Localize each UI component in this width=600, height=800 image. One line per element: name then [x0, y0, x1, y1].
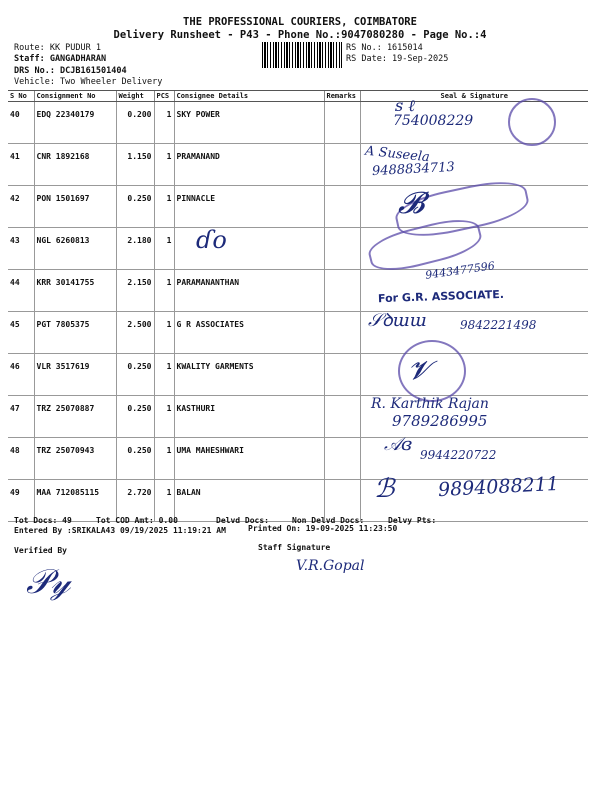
cell-consignee: PARAMANANTHAN	[174, 270, 324, 312]
cell-sno: 48	[8, 438, 34, 480]
cell-consignment: TRZ 25070943	[34, 438, 116, 480]
col-consignment: Consignment No	[34, 91, 116, 102]
col-sno: S No	[8, 91, 34, 102]
signature-scribble: 𝓥	[408, 356, 430, 386]
cell-consignee: PRAMANAND	[174, 144, 324, 186]
staff-label: Staff: GANGADHARAN	[14, 54, 107, 64]
verifier-signature-scribble: 𝒫𝓎	[26, 562, 71, 602]
cell-consignee: BALAN	[174, 480, 324, 522]
cell-sno: 40	[8, 102, 34, 144]
cell-remarks	[324, 312, 360, 354]
signature-scribble: ℬ	[374, 474, 395, 504]
cell-consignee: PINNACLE	[174, 186, 324, 228]
cell-weight: 2.720	[116, 480, 154, 522]
signature-scribble: 𝓑	[398, 186, 425, 221]
printed-on: Printed On: 19-09-2025 11:23:50	[248, 524, 398, 533]
cell-remarks	[324, 396, 360, 438]
cell-signature	[360, 354, 588, 396]
cell-pcs: 1	[154, 480, 174, 522]
cell-sno: 41	[8, 144, 34, 186]
rs-number: RS No.: 1615014	[346, 43, 423, 53]
cell-sno: 46	[8, 354, 34, 396]
verified-by-label: Verified By	[14, 546, 67, 555]
signature-scribble: 𝒮ꝺɯɯ	[368, 310, 427, 331]
staff-signature-handwriting: V.R.Gopal	[296, 558, 365, 574]
col-weight: Weight	[116, 91, 154, 102]
signature-scribble: 𝒜ɞ	[384, 434, 413, 455]
handwritten-phone: 9894088211	[437, 472, 560, 502]
cell-weight: 2.150	[116, 270, 154, 312]
cell-weight: 2.180	[116, 228, 154, 270]
handwritten-phone: 9488834713	[371, 159, 456, 180]
cell-weight: 1.150	[116, 144, 154, 186]
cell-remarks	[324, 102, 360, 144]
table-row	[8, 228, 588, 270]
cell-remarks	[324, 270, 360, 312]
col-remarks: Remarks	[324, 91, 360, 102]
cell-sno: 49	[8, 480, 34, 522]
drs-label: DRS No.: DCJB161501404	[14, 66, 127, 76]
table-row	[8, 354, 588, 396]
cell-sno: 44	[8, 270, 34, 312]
col-consignee: Consignee Details	[174, 91, 324, 102]
cell-consignment: TRZ 25070887	[34, 396, 116, 438]
cell-pcs: 1	[154, 144, 174, 186]
cell-pcs: 1	[154, 438, 174, 480]
table-row	[8, 396, 588, 438]
company-title: THE PROFESSIONAL COURIERS, COIMBATORE	[183, 16, 417, 28]
route-label: Route: KK PUDUR 1	[14, 43, 101, 53]
cell-sno: 45	[8, 312, 34, 354]
cell-consignee: KWALITY GARMENTS	[174, 354, 324, 396]
col-pcs: PCS	[154, 91, 174, 102]
cell-pcs: 1	[154, 312, 174, 354]
runsheet-subtitle: Delivery Runsheet - P43 - Phone No.:9047080280 - Page No.:4	[113, 29, 487, 41]
cell-consignment: PGT 7805375	[34, 312, 116, 354]
cell-consignment: PON 1501697	[34, 186, 116, 228]
signature-scribble: ꜱ ℓ	[395, 96, 415, 115]
cell-weight: 0.250	[116, 438, 154, 480]
handwritten-phone: 754008229	[393, 113, 474, 129]
handwritten-phone: 9789286995	[392, 412, 488, 430]
cell-consignment: MAA 712085115	[34, 480, 116, 522]
cell-weight: 0.250	[116, 396, 154, 438]
barcode	[262, 42, 342, 68]
cell-consignee: KASTHURI	[174, 396, 324, 438]
handwritten-phone: 9944220722	[420, 448, 497, 462]
total-cod-amount: Tot COD Amt: 0.00	[96, 516, 178, 525]
table-header-row	[8, 91, 588, 102]
cell-weight: 2.500	[116, 312, 154, 354]
runsheet-table	[8, 90, 588, 522]
cell-consignment: CNR 1892168	[34, 144, 116, 186]
entered-by: Entered By :SRIKALA43 09/19/2025 11:19:21 AM	[14, 526, 226, 535]
cell-remarks	[324, 228, 360, 270]
cell-pcs: 1	[154, 102, 174, 144]
signature-scribble: ɗo	[196, 226, 227, 254]
handwritten-phone: 9842221498	[460, 318, 537, 332]
col-seal-signature: Seal & Signature	[360, 91, 588, 102]
cell-pcs: 1	[154, 186, 174, 228]
cell-sno: 47	[8, 396, 34, 438]
cell-pcs: 1	[154, 270, 174, 312]
cell-weight: 0.250	[116, 186, 154, 228]
cell-consignment: VLR 3517619	[34, 354, 116, 396]
delivery-points: Delvy Pts:	[388, 516, 437, 525]
cell-remarks	[324, 354, 360, 396]
vehicle-label: Vehicle: Two Wheeler Delivery	[14, 77, 163, 87]
cell-sno: 42	[8, 186, 34, 228]
handwritten-phone: 9443477596	[424, 259, 496, 282]
company-seal-stamp	[508, 98, 556, 146]
table-row	[8, 102, 588, 144]
handwritten-name: A Suseela	[364, 143, 431, 166]
table-row	[8, 438, 588, 480]
cell-consignment: NGL 6260813	[34, 228, 116, 270]
cell-consignee: SKY POWER	[174, 102, 324, 144]
cell-consignee: G R ASSOCIATES	[174, 312, 324, 354]
cell-consignment: EDQ 22340179	[34, 102, 116, 144]
handwritten-name: R. Karthik Rajan	[371, 396, 489, 412]
rs-date: RS Date: 19-Sep-2025	[346, 54, 449, 64]
cell-sno: 43	[8, 228, 34, 270]
cell-pcs: 1	[154, 396, 174, 438]
cell-weight: 0.250	[116, 354, 154, 396]
non-delivered-docs: Non Delvd Docs:	[292, 516, 365, 525]
cell-remarks	[324, 438, 360, 480]
cell-remarks	[324, 186, 360, 228]
cell-remarks	[324, 144, 360, 186]
delivered-docs: Delvd Docs:	[216, 516, 269, 525]
total-docs: Tot Docs: 49	[14, 516, 72, 525]
cell-pcs: 1	[154, 228, 174, 270]
cell-consignee: UMA MAHESHWARI	[174, 438, 324, 480]
cell-pcs: 1	[154, 354, 174, 396]
company-name-stamp: For G.R. ASSOCIATE.	[377, 287, 505, 306]
staff-signature-label: Staff Signature	[258, 543, 331, 552]
cell-weight: 0.200	[116, 102, 154, 144]
table-row	[8, 144, 588, 186]
cell-consignment: KRR 30141755	[34, 270, 116, 312]
